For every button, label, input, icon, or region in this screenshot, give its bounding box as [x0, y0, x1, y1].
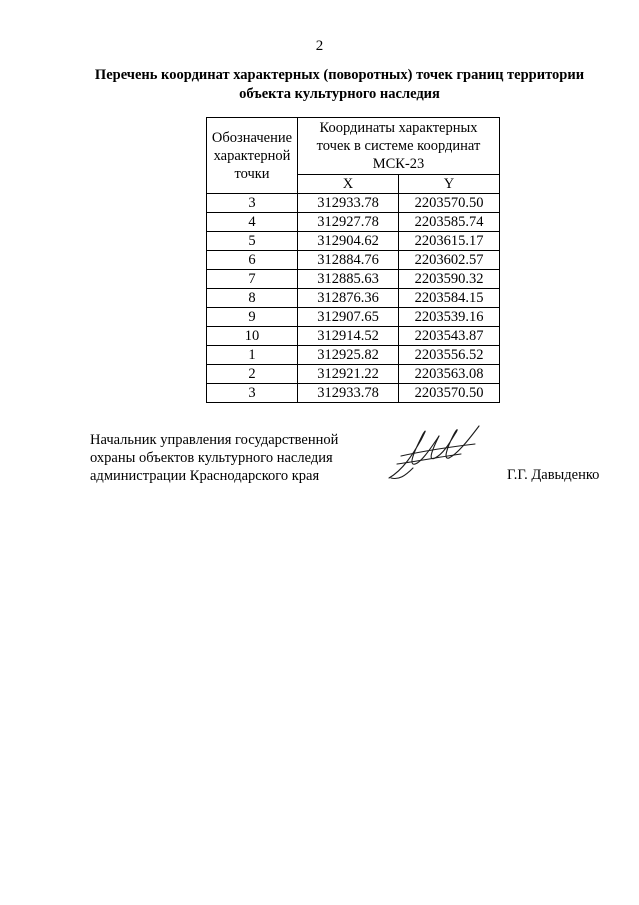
signer-position [90, 431, 338, 485]
cell-x: 312933.78 [298, 194, 399, 213]
cell-y: 2203602.57 [399, 251, 500, 270]
cell-x: 312884.76 [298, 251, 399, 270]
cell-point: 3 [207, 194, 298, 213]
cell-x: 312907.65 [298, 308, 399, 327]
table-row [207, 194, 500, 213]
header-y: Y [399, 175, 500, 194]
table-row [207, 365, 500, 384]
document-title [60, 66, 619, 104]
cell-point: 10 [207, 327, 298, 346]
table-row [207, 232, 500, 251]
cell-y: 2203539.16 [399, 308, 500, 327]
cell-x: 312921.22 [298, 365, 399, 384]
page-number: 2 [315, 38, 324, 54]
cell-point: 3 [207, 384, 298, 403]
cell-y: 2203584.15 [399, 289, 500, 308]
table-row [207, 384, 500, 403]
table-row [207, 308, 500, 327]
signer-position-line-3: администрации Краснодарского края [90, 468, 320, 484]
table-row [207, 327, 500, 346]
cell-y: 2203615.17 [399, 232, 500, 251]
cell-point: 4 [207, 213, 298, 232]
cell-x: 312914.52 [298, 327, 399, 346]
cell-point: 2 [207, 365, 298, 384]
table-row [207, 289, 500, 308]
header-group-line-1: Координаты характерных [319, 120, 478, 136]
cell-x: 312925.82 [298, 346, 399, 365]
signer-position-line-1: Начальник управления государственной [90, 432, 339, 448]
table-row [207, 251, 500, 270]
header-point-line-2: характерной [213, 147, 291, 164]
table-row [207, 270, 500, 289]
cell-y: 2203590.32 [399, 270, 500, 289]
cell-point: 1 [207, 346, 298, 365]
table-row [207, 346, 500, 365]
cell-y: 2203585.74 [399, 213, 500, 232]
document-title-line-1: Перечень координат характерных (поворотных) точек границ территории [94, 67, 585, 83]
table-row [207, 213, 500, 232]
header-coordinates-group [298, 118, 500, 175]
cell-x: 312876.36 [298, 289, 399, 308]
cell-y: 2203556.52 [399, 346, 500, 365]
document-title-line-2: объекта культурного наследия [239, 86, 440, 102]
header-group-line-3: МСК-23 [372, 156, 425, 172]
coordinates-table [206, 117, 500, 403]
cell-point: 7 [207, 270, 298, 289]
cell-point: 8 [207, 289, 298, 308]
header-x: X [298, 175, 399, 194]
cell-point: 6 [207, 251, 298, 270]
header-point-line-3: точки [234, 165, 270, 182]
cell-y: 2203563.08 [399, 365, 500, 384]
cell-y: 2203570.50 [399, 384, 500, 403]
cell-y: 2203543.87 [399, 327, 500, 346]
cell-x: 312927.78 [298, 213, 399, 232]
signer-name: Г.Г. Давыденко [507, 467, 600, 483]
cell-point: 5 [207, 232, 298, 251]
cell-y: 2203570.50 [399, 194, 500, 213]
cell-point: 9 [207, 308, 298, 327]
header-group-line-2: точек в системе координат [316, 138, 481, 154]
cell-x: 312885.63 [298, 270, 399, 289]
cell-x: 312933.78 [298, 384, 399, 403]
signer-position-line-2: охраны объектов культурного наследия [90, 450, 333, 466]
header-point-designation [207, 118, 298, 194]
header-point-line-1: Обозначение [211, 129, 293, 146]
handwritten-signature [383, 418, 493, 488]
cell-x: 312904.62 [298, 232, 399, 251]
